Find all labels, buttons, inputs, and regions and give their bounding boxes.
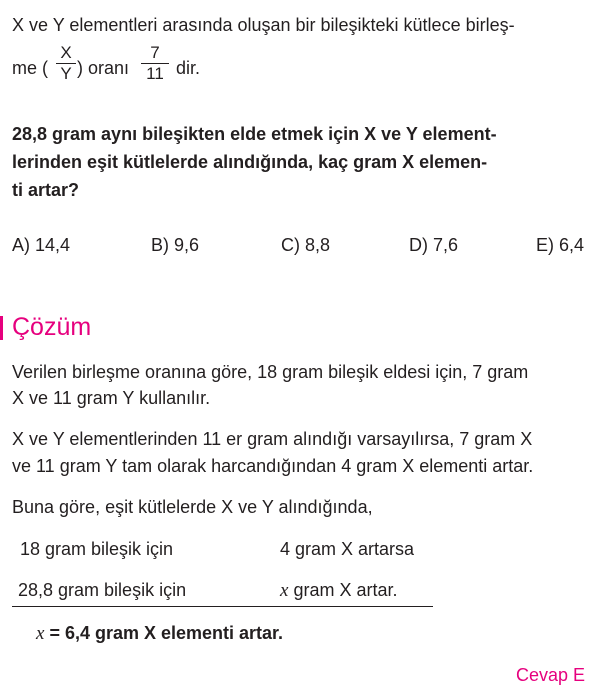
solution-para-2-line-1: X ve Y elementlerinden 11 er gram alındığı varsayılırsa, 7 gram X — [12, 429, 533, 449]
option-a[interactable] — [12, 234, 70, 256]
ratio-denominator: Y — [60, 64, 72, 84]
result-line — [36, 622, 283, 645]
solution-para-1-line-2: X ve 11 gram Y kullanılır. — [12, 388, 211, 408]
solution-para-3: Buna göre, eşit kütlelerde X ve Y alındığında, — [12, 497, 373, 517]
result-text: = 6,4 gram X elementi artar. — [44, 623, 284, 643]
option-value: 6,4 — [559, 235, 585, 255]
proportion-row-2-right-text: gram X artar. — [288, 580, 398, 600]
ratio-numerator: X — [60, 43, 72, 62]
proportion-row-1-right — [280, 538, 414, 561]
option-c[interactable] — [281, 234, 330, 256]
option-letter: C) — [281, 235, 300, 255]
value-denominator: 11 — [146, 64, 164, 84]
proportion-row-2-variable: x — [280, 580, 289, 601]
question-bold-line-1: 28,8 gram aynı bileşikten elde etmek için X ve Y element- — [12, 124, 497, 144]
solution-para-1-line-1: Verilen birleşme oranına göre, 18 gram bileşik eldesi için, 7 gram — [12, 362, 529, 382]
heading-accent-mark — [0, 316, 3, 340]
option-b[interactable] — [151, 234, 199, 256]
proportion-row-2-left: 28,8 gram bileşik için — [18, 580, 187, 600]
option-e[interactable] — [536, 234, 584, 256]
solution-heading: Çözüm — [12, 313, 92, 341]
option-letter: A) — [12, 235, 30, 255]
option-value: 9,6 — [174, 235, 200, 255]
proportion-row-1-left: 18 gram bileşik için — [20, 539, 174, 559]
option-value: 8,8 — [305, 235, 331, 255]
proportion-divider — [12, 606, 433, 607]
question-bold-line-2: lerinden eşit kütlelerde alındığında, kaç gram X elemen- — [12, 152, 488, 172]
answer-label: Cevap E — [515, 665, 585, 685]
option-letter: D) — [409, 235, 428, 255]
value-fraction — [141, 44, 169, 83]
option-letter: E) — [536, 235, 554, 255]
question-bold-line-3: ti artar? — [12, 180, 80, 200]
option-d[interactable] — [409, 234, 458, 256]
option-value: 14,4 — [35, 235, 71, 255]
solution-para-2-line-2: ve 11 gram Y tam olarak harcandığından 4 gram X elementi artar. — [12, 456, 534, 476]
option-letter: B) — [151, 235, 169, 255]
result-variable: x — [36, 623, 45, 644]
proportion-row-1-right-text: 4 gram X artarsa — [280, 539, 415, 559]
proportion-row-2-right — [280, 579, 397, 602]
question-line-1: X ve Y elementleri arasında oluşan bir bileşikteki kütlece birleş- — [12, 15, 515, 35]
option-value: 7,6 — [433, 235, 459, 255]
value-numerator: 7 — [150, 43, 160, 62]
question-line-2-suffix: dir. — [176, 58, 201, 78]
ratio-fraction — [56, 44, 76, 83]
question-line-2-mid: ) oranı — [77, 58, 130, 78]
question-line-2-prefix: me ( — [12, 58, 48, 78]
